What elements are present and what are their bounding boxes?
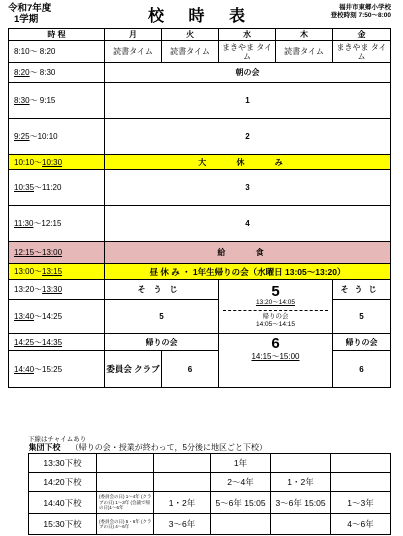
dismissal-row xyxy=(29,492,391,514)
dismissal-time: 14:40下校 xyxy=(29,492,97,514)
dismissal-tue: 3～6年 xyxy=(154,514,211,535)
time-end: ～ 8:30 xyxy=(29,68,56,77)
page-title: 校 時 表 xyxy=(148,8,255,25)
period-3: 3 xyxy=(105,170,391,206)
period-5-mon-tue: 5 xyxy=(105,300,219,334)
wed-homeroom-time: 14:05～14:15 xyxy=(255,321,296,328)
dismissal-header xyxy=(29,442,391,454)
reading-time-mon: 読書タイム xyxy=(105,41,162,63)
day-tue: 火 xyxy=(162,29,219,41)
time-start: 14:25 xyxy=(14,337,35,347)
period-6-row xyxy=(9,351,391,388)
period-1: 1 xyxy=(105,83,391,119)
time-start: 13:00～ xyxy=(14,267,43,276)
time-cell xyxy=(9,300,105,334)
time-end: ～14:25 xyxy=(34,312,63,321)
day-header-row xyxy=(9,29,391,41)
wed-period-5 xyxy=(219,280,333,334)
period-6-tue: 6 xyxy=(162,351,219,388)
dismissal-time: 13:30下校 xyxy=(29,454,97,473)
homeroom-row xyxy=(9,334,391,351)
period-4: 4 xyxy=(105,206,391,242)
time-end: ～12:15 xyxy=(33,219,62,228)
big-break xyxy=(105,155,391,170)
time-cell xyxy=(9,351,105,388)
school-name: 福井市東郷小学校 xyxy=(339,4,391,11)
dismissal-wed: 5～6年 15:05 xyxy=(211,492,271,514)
wed-period-5-time: 13:20～14:05 xyxy=(255,299,296,306)
time-column-header: 時 程 xyxy=(9,29,105,41)
dismissal-thu xyxy=(271,514,331,535)
lunch-break-row xyxy=(9,264,391,280)
day-fri: 金 xyxy=(333,29,391,41)
period-5-row xyxy=(9,300,391,334)
time-start: 13:40 xyxy=(14,312,35,321)
time-end: ～10:10 xyxy=(29,132,58,141)
group-title: 集団下校 xyxy=(28,443,61,452)
time-cell xyxy=(9,170,105,206)
period-2: 2 xyxy=(105,119,391,155)
time-start: 8:30 xyxy=(14,96,30,105)
dismissal-time: 15:30下校 xyxy=(29,514,97,535)
lunch xyxy=(105,242,391,264)
period-6-fri: 6 xyxy=(333,351,391,388)
cleaning-row xyxy=(9,280,391,300)
dismissal-time: 14:20下校 xyxy=(29,473,97,492)
day-wed: 水 xyxy=(219,29,276,41)
underline-note: 下線はチャイムあり xyxy=(28,436,87,443)
time-end: 13:30 xyxy=(42,285,63,294)
time-end: 10:30 xyxy=(42,157,63,167)
dismissal-wed: 1年 xyxy=(211,454,271,473)
lunch-label: 給 食 xyxy=(217,248,278,257)
cleaning-mon-tue xyxy=(105,280,219,300)
dismissal-row xyxy=(29,473,391,492)
time-start: 10:10～ xyxy=(14,157,43,167)
time-start: 14:40 xyxy=(14,364,35,374)
time-cell: 8:10～ 8:20 xyxy=(9,41,105,63)
dismissal-fri: 4～6年 xyxy=(331,514,391,535)
time-cell xyxy=(9,242,105,264)
time-cell xyxy=(9,63,105,83)
reading-time-tue: 読書タイム xyxy=(162,41,219,63)
dismissal-mon: (委員会の日) 5・6年 (クラブの日) 4～6年 xyxy=(97,514,154,535)
time-cell xyxy=(9,206,105,242)
makiyama-time-wed: まきやま タイム xyxy=(219,41,276,63)
makiyama-time-fri: まきやま タイム xyxy=(333,41,391,63)
timetable xyxy=(8,28,391,388)
dismissal-mon: (委員会の日) 1～4年 (クラブの日) 1～3年 (会議で帰の日)1～6年 xyxy=(97,492,154,514)
reading-time-thu: 読書タイム xyxy=(276,41,333,63)
wed-period-6-number: 6 xyxy=(271,335,280,352)
dismissal-fri xyxy=(331,473,391,492)
morning-meeting-row xyxy=(9,63,391,83)
lunch-break: 昼 休 み ・ 1年生帰りの会（水曜日 13:05～13:20） xyxy=(105,264,391,280)
dismissal-fri: 1～3年 xyxy=(331,492,391,514)
cleaning-fri xyxy=(333,280,391,300)
time-cell xyxy=(9,280,105,300)
day-mon: 月 xyxy=(105,29,162,41)
morning-meeting: 朝の会 xyxy=(105,63,391,83)
period-5-fri: 5 xyxy=(333,300,391,334)
time-end: ～15:25 xyxy=(34,364,63,374)
period-3-row xyxy=(9,170,391,206)
day-thu: 木 xyxy=(276,29,333,41)
period-4-row xyxy=(9,206,391,242)
wed-homeroom-label: 帰りの会 xyxy=(262,313,289,320)
dismissal-row xyxy=(29,454,391,473)
time-end: ～11:20 xyxy=(34,183,62,192)
cleaning-fri-label: そうじ xyxy=(340,285,383,294)
time-start: 10:35 xyxy=(14,183,35,192)
committee-club-mon: 委員会 クラブ xyxy=(105,351,162,388)
time-cell xyxy=(9,264,105,280)
school-info xyxy=(331,4,391,20)
time-cell xyxy=(9,334,105,351)
period-1-row xyxy=(9,83,391,119)
time-cell xyxy=(9,83,105,119)
homeroom-mon-tue: 帰りの会 xyxy=(105,334,219,351)
dismissal-header-row xyxy=(29,442,391,454)
arrival-time: 登校時刻 7:50～8:00 xyxy=(330,12,391,19)
dismissal-mon xyxy=(97,454,154,473)
dismissal-tue xyxy=(154,454,211,473)
dismissal-thu xyxy=(271,454,331,473)
time-end: ～ 9:15 xyxy=(29,96,56,105)
homeroom-fri: 帰りの会 xyxy=(333,334,391,351)
wed-period-6 xyxy=(219,334,333,388)
cleaning-label: そうじ xyxy=(137,285,186,294)
time-start: 11:30 xyxy=(14,219,34,228)
time-end: ～14:35 xyxy=(34,337,63,347)
dismissal-fri xyxy=(331,454,391,473)
group-desc: （帰りの会・授業が終わって，5分後に地区ごと下校） xyxy=(70,443,267,452)
big-break-label: 大 休 み xyxy=(198,157,297,167)
dismissal-tue: 1・2年 xyxy=(154,492,211,514)
year-label: 令和7年度 xyxy=(8,3,52,14)
time-cell xyxy=(9,119,105,155)
dismissal-thu: 3～6年 15:05 xyxy=(271,492,331,514)
big-break-row xyxy=(9,155,391,170)
dismissal-wed: 2～4年 xyxy=(211,473,271,492)
dismissal-row xyxy=(29,514,391,535)
period-2-row xyxy=(9,119,391,155)
reading-row xyxy=(9,41,391,63)
dismissal-tue xyxy=(154,473,211,492)
time-start: 9:25 xyxy=(14,132,30,141)
time-start: 8:20 xyxy=(14,68,30,77)
time-start: 13:20～ xyxy=(14,285,43,294)
dismissal-table xyxy=(28,442,391,535)
dismissal-mon xyxy=(97,473,154,492)
wed-period-5-number: 5 xyxy=(271,283,280,300)
term-label: 1学期 xyxy=(14,14,39,25)
time-end: ～13:00 xyxy=(34,248,63,257)
wed-period-6-time: 14:15～15:00 xyxy=(251,352,300,361)
time-cell xyxy=(9,155,105,170)
time-start: 12:15 xyxy=(14,248,35,257)
dismissal-thu: 1・2年 xyxy=(271,473,331,492)
lunch-row xyxy=(9,242,391,264)
dismissal-wed xyxy=(211,514,271,535)
time-end: 13:15 xyxy=(42,267,63,276)
